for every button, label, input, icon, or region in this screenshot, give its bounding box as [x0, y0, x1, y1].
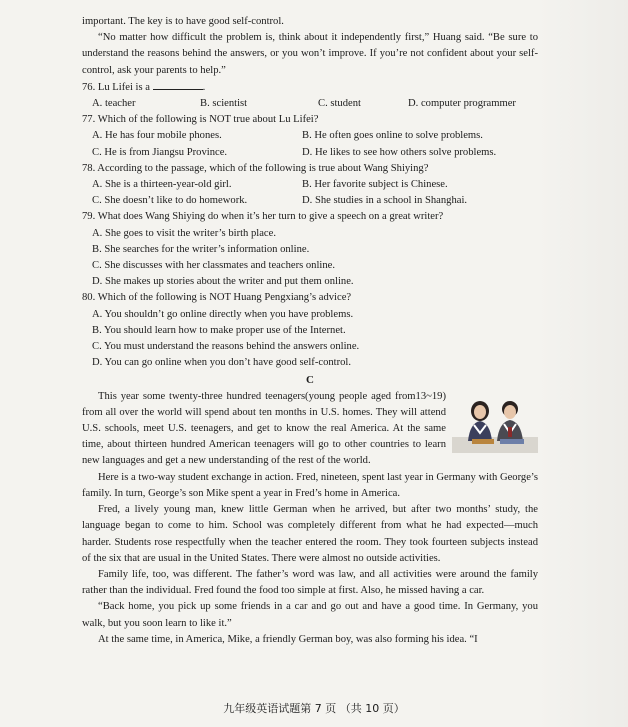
option-a: A. He has four mobile phones. [92, 130, 222, 142]
passage-c [82, 389, 538, 648]
paragraph: Family life, too, was different. The father’s word was law, and all activities were around the family rather than the individual. Fred found the food too simple at first. Also, he missed having a car. [82, 568, 538, 597]
question-80 [82, 290, 538, 371]
option-b: B. She searches for the writer’s information online. [92, 243, 310, 255]
paragraph: This year some twenty-three hundred teenagers(young people aged from13~19) from all over the world will spend about ten months in U.S. homes. They will attend U.S. schools, meet U.S. teenagers, and get to know the real America. At the same time, about thirteen hundred American teenagers will go to other countries to learn new languages and get a new understanding of the rest of the world. [82, 390, 446, 467]
paragraph: “Back home, you pick up some friends in a car and go out and have a good time. In Germany, you walk, but you soon learn to like it.” [82, 601, 538, 629]
paragraph: Fred, a lively young man, knew little German when he arrived, but after two months’ study, the language began to come to him. School was completely different from what he had expected—much harder. Students rose respectfully when the teacher entered the room. They took fourteen subjects instead of the six that are usual in the United States. There were almost no outside activities. [82, 504, 538, 564]
option-a: A. teacher [92, 98, 136, 110]
intro-line: important. The key is to have good self-control. [82, 16, 284, 27]
option-d: D. She studies in a school in Shanghai. [302, 195, 468, 207]
option-b: B. Her favorite subject is Chinese. [302, 179, 448, 191]
question-77 [82, 112, 538, 161]
page-footer: 九年级英语试题第 7 页 （共 10 页） [223, 702, 405, 715]
option-d: D. He likes to see how others solve problems. [302, 146, 497, 158]
intro-quote: “No matter how difficult the problem is, think about it independently first,” Huang said. “Be sure to understand the reasons behind the answers, or you won’t improve. If you’re not confident about your self-control, ask your parents to help.” [82, 32, 538, 76]
answer-blank [153, 79, 203, 90]
option-c: C. He is from Jiangsu Province. [92, 146, 228, 158]
option-a: A. She goes to visit the writer’s birth place. [92, 227, 276, 239]
question-78 [82, 161, 538, 210]
question-stem: 79. What does Wang Shiying do when it’s her turn to give a speech on a great writer? [82, 211, 444, 223]
option-c: C. student [318, 98, 361, 110]
question-stem: 78. According to the passage, which of the following is true about Wang Shiying? [82, 162, 429, 174]
option-d: D. She makes up stories about the writer and put them online. [92, 276, 354, 288]
two-students-photo-icon [452, 397, 538, 453]
option-d: D. computer programmer [408, 98, 516, 110]
question-stem: 80. Which of the following is NOT Huang Pengxiang’s advice? [82, 292, 352, 304]
section-heading: C [306, 374, 314, 387]
question-79 [82, 209, 538, 290]
exam-page [82, 14, 538, 648]
option-c: C. She doesn’t like to do homework. [92, 195, 248, 207]
option-a: A. She is a thirteen-year-old girl. [92, 179, 232, 191]
option-c: C. She discusses with her classmates and teachers online. [92, 260, 336, 272]
question-stem: 77. Which of the following is NOT true about Lu Lifei? [82, 114, 319, 126]
paragraph: At the same time, in America, Mike, a friendly German boy, was also forming his idea. “I [98, 633, 478, 645]
option-d: D. You can go online when you don’t have good self-control. [92, 357, 352, 369]
question-stem: 76. Lu Lifei is a [82, 81, 150, 93]
question-76 [82, 79, 538, 112]
option-b: B. He often goes online to solve problems. [302, 130, 483, 142]
stem-end: . [202, 81, 206, 93]
option-c: C. You must understand the reasons behind the answers online. [92, 341, 360, 353]
option-b: B. scientist [200, 98, 248, 110]
option-b: B. You should learn how to make proper use of the Internet. [92, 324, 346, 336]
paragraph: Here is a two-way student exchange in action. Fred, nineteen, spent last year in Germany with George’s family. In turn, George’s son Mike spent a year in Fred’s home in America. [82, 471, 538, 499]
option-a: A. You shouldn’t go online directly when you have problems. [92, 308, 354, 320]
page-edge-shading [538, 0, 628, 727]
